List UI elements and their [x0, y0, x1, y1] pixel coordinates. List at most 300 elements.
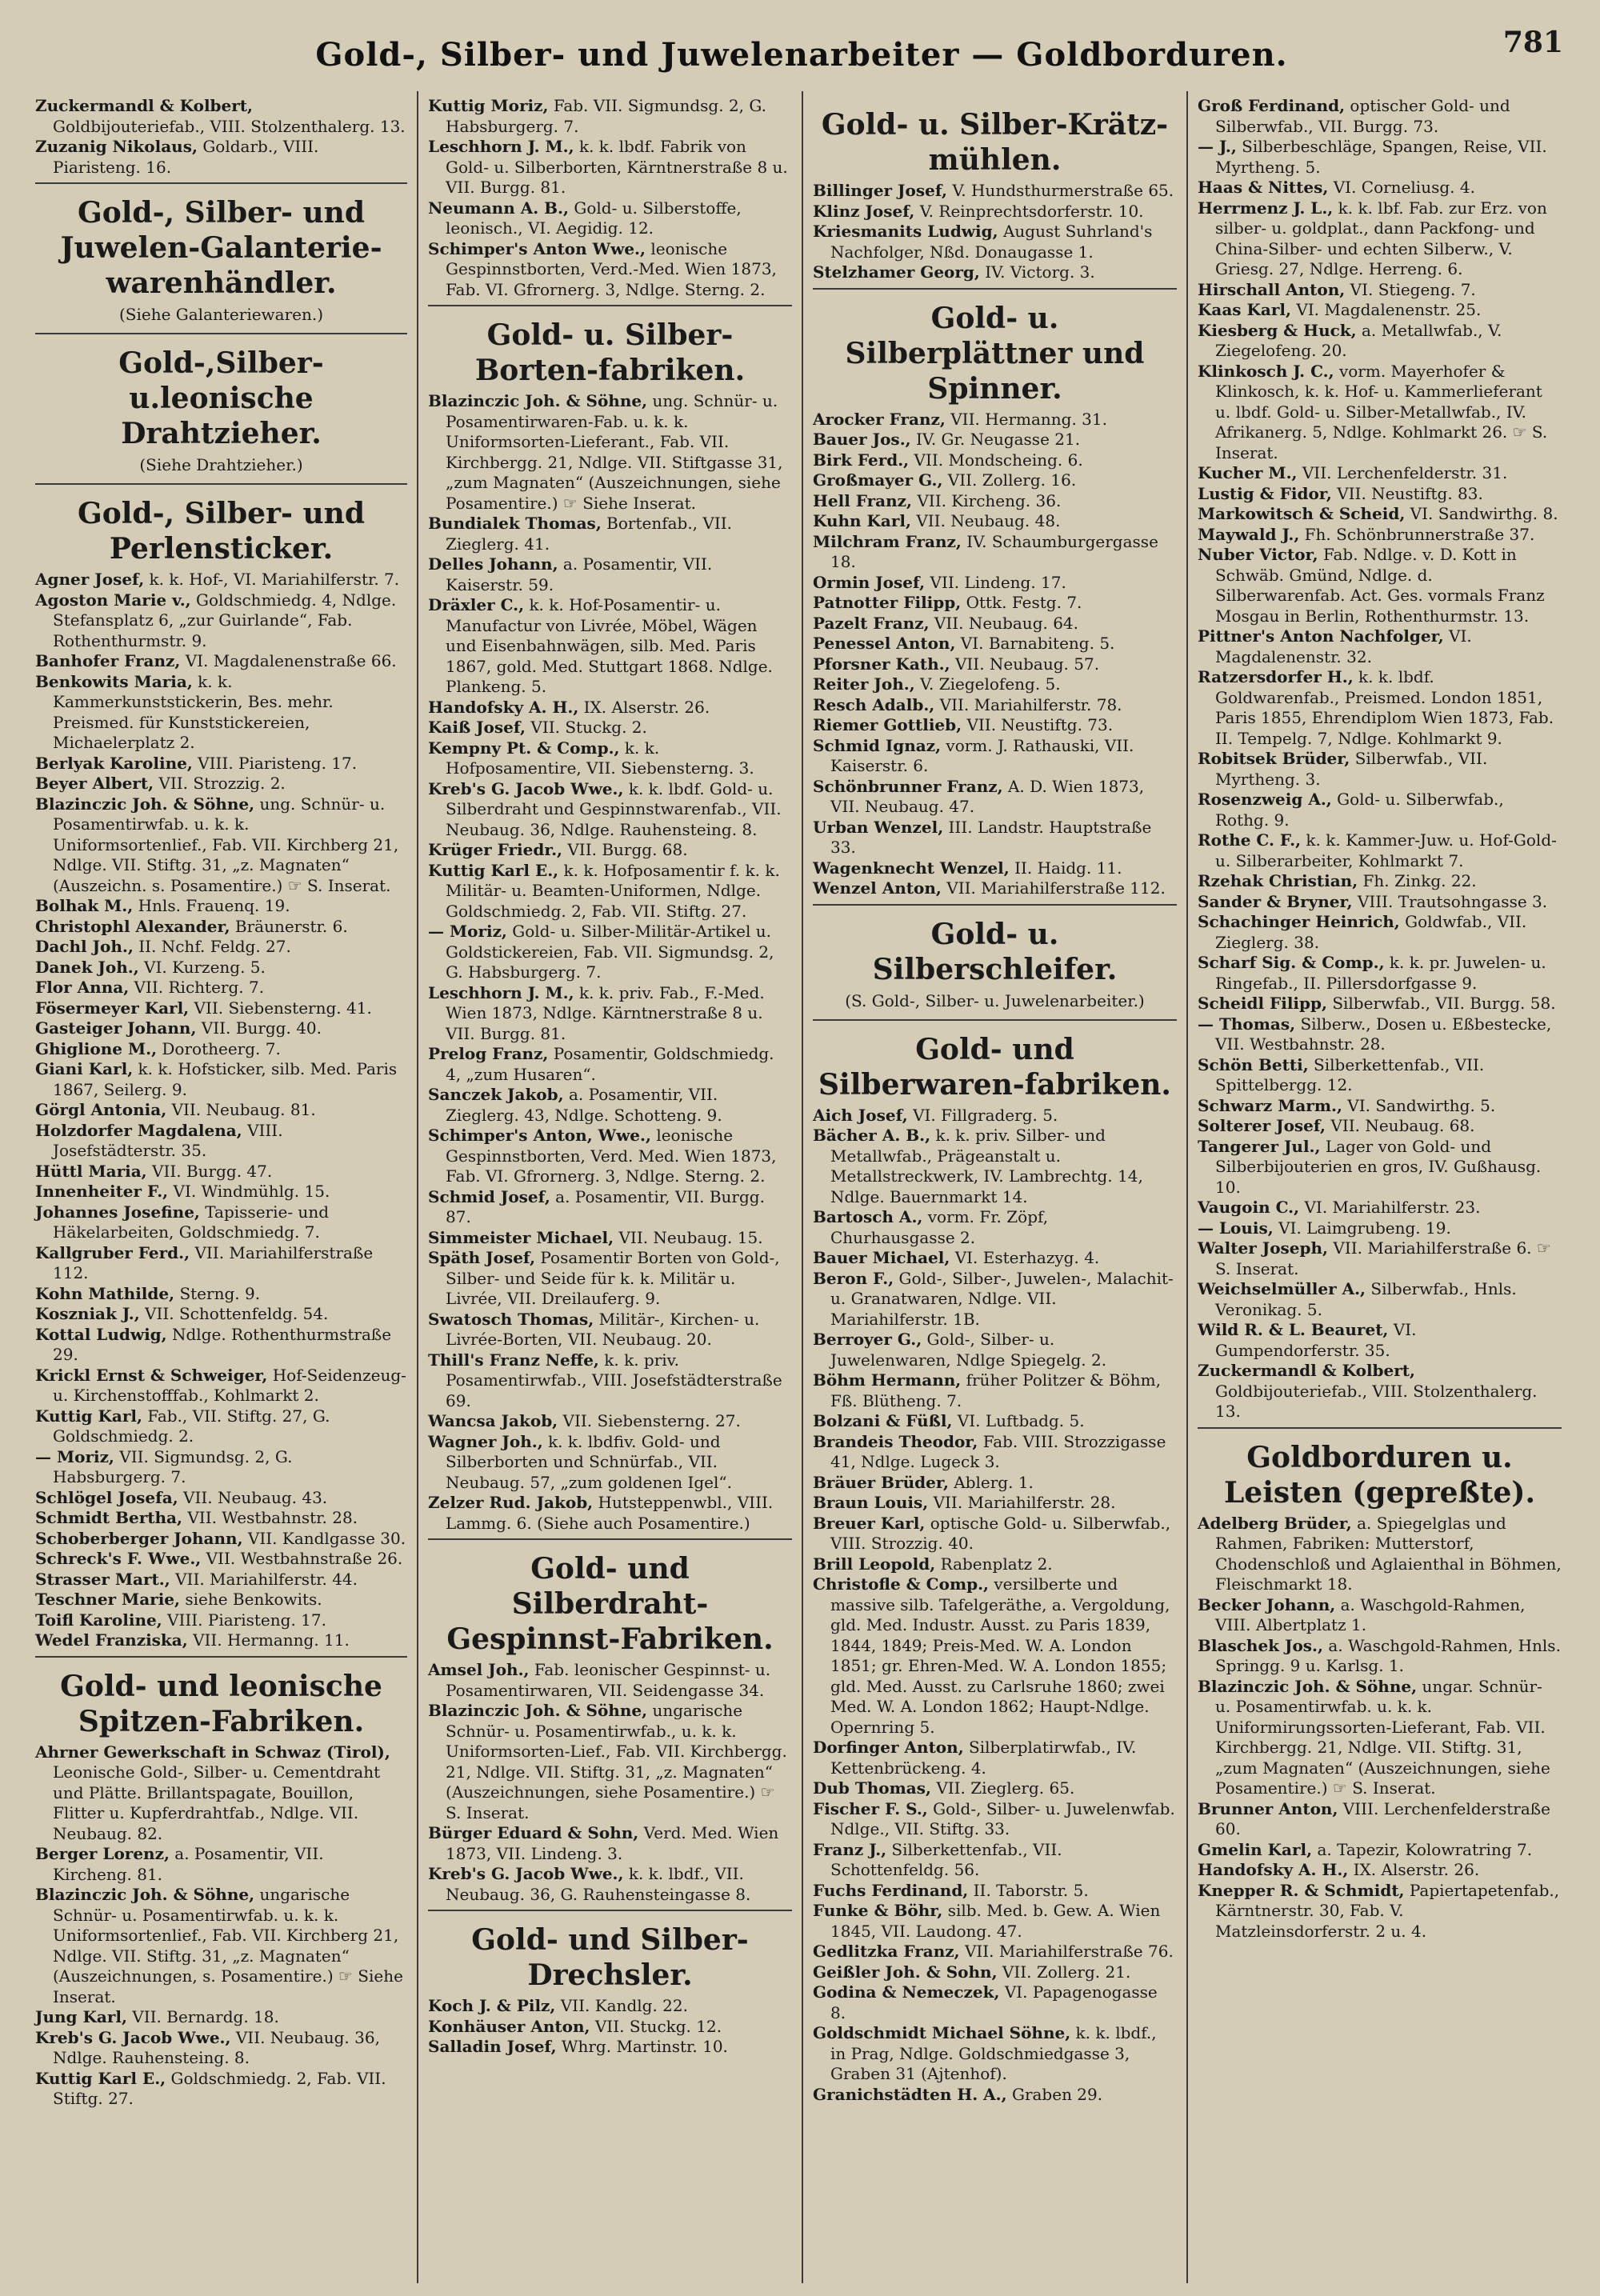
entry-name: Prelog Franz, [428, 1044, 549, 1063]
directory-entry [35, 917, 407, 938]
directory-entry [35, 1508, 407, 1529]
directory-entry [35, 1100, 407, 1121]
directory-entry [813, 1473, 1177, 1494]
entry-name: Bauer Michael, [813, 1248, 950, 1267]
entry-name: Krüger Friedr., [428, 840, 562, 859]
section-heading: Gold-,Silber-u.leonische Drahtzieher. [118, 346, 324, 450]
directory-entry [428, 1411, 792, 1432]
directory-entry [813, 573, 1177, 594]
entry-details: VII. Zollerg. 16. [947, 470, 1077, 490]
entry-details: VI. Gumpendorferstr. 35. [1215, 1320, 1417, 1360]
entry-name: Gmelin Karl, [1198, 1839, 1313, 1859]
entry-details: Silberbeschläge, Spangen, Reise, VII. Myrtheng. 5. [1215, 137, 1547, 177]
entry-name: Schmidt Bertha, [35, 1508, 182, 1527]
directory-entry [428, 514, 792, 554]
entry-details: silb. Med. b. Gew. A. Wien 1845, VII. Laudong. 47. [830, 1901, 1161, 1941]
directory-entry [1198, 137, 1562, 178]
entry-details: a. Spiegelglas und Rahmen, Fabriken: Mutterstorf, Chodenschloß und Aglaienthal in Böhmen, Fleischmarkt 18. [1215, 1513, 1562, 1594]
entry-name: Kempny Pt. & Comp., [428, 738, 620, 758]
directory-entry [428, 1085, 792, 1126]
section-heading: Gold- und leonische Spitzen-Fabriken. [60, 1669, 382, 1738]
entry-details: II. Haidg. 11. [1014, 858, 1122, 878]
entry-details: Goldwfab., VII. Zieglerg. 38. [1215, 912, 1527, 952]
entry-details: Silberplatirwfab., IV. Kettenbrückeng. 4. [830, 1738, 1137, 1778]
directory-entry [813, 1207, 1177, 1248]
entry-name: Goldschmidt Michael Söhne, [813, 2023, 1071, 2042]
entry-details: Lager von Gold- und Silberbijouterien en gros, IV. Gußhausg. 10. [1215, 1136, 1542, 1197]
directory-entry [813, 491, 1177, 512]
directory-entry [813, 1269, 1177, 1330]
entry-name: Bauer Jos., [813, 430, 911, 449]
directory-entry [428, 2037, 792, 2058]
directory-entry [813, 818, 1177, 858]
entry-name: Schreck's F. Wwe., [35, 1549, 202, 1568]
section-divider [428, 305, 792, 306]
section-heading: Gold- und Silberwaren-fabriken. [818, 1032, 1171, 1102]
entry-details: k. k. lbf. Fab. zur Erz. von silber- u. goldplat., dann Packfong- und China-Silber- und echten Silberw., V. Griesg. 27, Ndlge. Herreng. 6. [1215, 198, 1547, 278]
entry-details: VIII. Trautsohngasse 3. [1357, 891, 1548, 911]
directory-entry [813, 222, 1177, 262]
entry-details: VII. Neubaug. 48. [916, 511, 1061, 530]
directory-entry [813, 1126, 1177, 1207]
entry-details: ungarische Schnür- u. Posamentirwfab. u. k. k. Uniformsortenlief., Fab. VII. Kirchberg 21, Ndlge. VII. Stiftg. 31, „z. Magnaten“ (Auszeichnungen, s. Posamentire.) ☞ Siehe Inserat. [53, 1885, 403, 2006]
directory-entry [428, 554, 792, 595]
entry-name: Adelberg Brüder, [1198, 1513, 1352, 1533]
directory-entry [35, 1590, 407, 1610]
entry-name: Leschhorn J. M., [428, 982, 574, 1002]
directory-entry [35, 1059, 407, 1100]
directory-entry [813, 181, 1177, 202]
entry-name: Blazinczic Joh. & Söhne, [428, 1701, 648, 1720]
entry-name: Klinz Josef, [813, 201, 915, 221]
entry-name: — Moriz, [428, 922, 507, 941]
entry-details: VI. Esterhazyg. 4. [954, 1248, 1100, 1267]
entry-details: Gold- u. Silberstoffe, leonisch., VI. Aegidig. 12. [446, 198, 742, 238]
entry-name: Penessel Anton, [813, 634, 956, 653]
entry-details: leonische Gespinnstborten, Verd. Med. Wien 1873, Fab. VI. Gfrornerg. 3, Ndlge. Sterng. 2. [446, 1126, 777, 1186]
directory-entry [1198, 790, 1562, 830]
entry-details: VII. Mariahilferstr. 28. [933, 1493, 1116, 1512]
entry-name: Kaas Karl, [1198, 300, 1291, 319]
entry-name: Dachl Joh., [35, 937, 134, 956]
directory-entry [1198, 912, 1562, 953]
directory-entry [1198, 1881, 1562, 1942]
directory-entry [813, 410, 1177, 430]
entry-name: Berroyer G., [813, 1330, 922, 1349]
column-2 [417, 91, 802, 2283]
directory-entry [35, 672, 407, 754]
directory-entry [813, 1248, 1177, 1269]
entry-details: VII. Zieglerg. 65. [936, 1778, 1075, 1798]
entry-details: VIII. Josefstädterstr. 35. [53, 1120, 283, 1160]
entry-details: VI. Fillgraderg. 5. [913, 1105, 1058, 1125]
entry-name: Knepper R. & Schmidt, [1198, 1880, 1405, 1900]
entry-name: Giani Karl, [35, 1059, 134, 1078]
entry-name: Kuttig Karl E., [428, 860, 559, 880]
entry-details: III. Landstr. Hauptstraße 33. [830, 817, 1152, 857]
entry-details: k. k. lbdf. Gold- u. Silberdraht und Gespinnstwarenfab., VII. Neubaug. 36, Ndlge. Rauhensteing. 8. [446, 778, 782, 839]
entry-details: August Suhrland's Nachfolger, Nßd. Donaugasse 1. [830, 222, 1153, 262]
entry-details: VII. Bernardg. 18. [132, 2007, 279, 2026]
entry-details: k. k. priv. Silber- und Metallwfab., Prägeanstalt u. Metallstreckwerk, IV. Lambrechtg. 14, Ndlge. Bauernmarkt 14. [830, 1126, 1143, 1206]
directory-entry [35, 1529, 407, 1550]
directory-entry [1198, 504, 1562, 525]
entry-details: Whrg. Martinstr. 10. [561, 2037, 728, 2056]
entry-name: Dräxler C., [428, 595, 525, 614]
entry-details: Gold- u. Silber-Militär-Artikel u. Goldstickereien, Fab. VII. Sigmundsg. 2, G. Habsburgerg. 7. [446, 922, 774, 982]
directory-entry [35, 137, 407, 178]
entry-name: Kreb's G. Jacob Wwe., [35, 2027, 231, 2047]
entry-details: VII. Mariahilferstraße 112. [946, 878, 1166, 898]
section-divider [1198, 1427, 1562, 1429]
entry-name: Wenzel Anton, [813, 878, 942, 898]
entry-details: k. k. Hof-, VI. Mariahilferstr. 7. [149, 570, 400, 589]
entry-details: VII. Zollerg. 21. [1002, 1962, 1131, 1982]
directory-entry [35, 1284, 407, 1305]
entry-name: Weichselmüller A., [1198, 1279, 1366, 1298]
directory-entry [1198, 362, 1562, 464]
directory-entry [428, 137, 792, 198]
entry-details: leonische Gespinnstborten, Verd.-Med. Wien 1873, Fab. VI. Gfrornerg. 3, Ndlge. Sterng. 2. [446, 238, 777, 299]
directory-entry [428, 1701, 792, 1823]
directory-entry [1198, 484, 1562, 505]
entry-details: A. D. Wien 1873, VII. Neubaug. 47. [830, 776, 1145, 816]
directory-entry [1198, 994, 1562, 1014]
entry-details: VII. Mariahilferstraße 76. [964, 1942, 1174, 1961]
section-heading: Gold- u. Silber-Borten-fabriken. [474, 318, 746, 387]
entry-name: — Thomas, [1198, 1014, 1296, 1034]
directory-entry [428, 1493, 792, 1534]
directory-entry [35, 1325, 407, 1366]
entry-details: Tapisserie- und Häkelarbeiten, Goldschmiedg. 7. [53, 1202, 329, 1242]
directory-entry [1198, 96, 1562, 137]
entry-details: k. k. Kammer-Juw. u. Hof-Gold- u. Silberarbeiter, Kohlmarkt 7. [1215, 830, 1557, 870]
entry-name: Johannes Josefine, [35, 1202, 200, 1222]
entry-details: Dorotheerg. 7. [162, 1038, 281, 1058]
directory-entry [35, 1549, 407, 1570]
entry-details: VIII. Lerchenfelderstraße 60. [1215, 1798, 1550, 1838]
directory-entry [1198, 1137, 1562, 1198]
entry-name: Schimper's Anton Wwe., [428, 238, 646, 258]
entry-details: k. k. pr. Juwelen- u. Ringefab., II. Pillersdorfgasse 9. [1215, 953, 1546, 993]
entry-details: VII. Stuckg. 2. [530, 718, 647, 737]
entry-details: VI. Papagenogasse 8. [830, 1982, 1158, 2022]
columns [32, 91, 1571, 2283]
directory-entry [1198, 1279, 1562, 1320]
entry-name: Wagenknecht Wenzel, [813, 858, 1010, 878]
entry-details: k. k. lbdfiv. Gold- und Silberborten und Schnürfab., VII. Neubaug. 57, „zum goldenen Igel“. [446, 1431, 732, 1492]
directory-entry [35, 1366, 407, 1406]
entry-name: Innenheiter F., [35, 1182, 169, 1201]
entry-details: Militär-, Kirchen- u. Livrée-Borten, VII. Neubaug. 20. [446, 1309, 760, 1349]
entry-details: siehe Benkowits. [185, 1590, 322, 1609]
directory-entry [813, 614, 1177, 634]
entry-details: Fab. leonischer Gespinnst- u. Posamentirwaren, VII. Seidengasse 34. [446, 1660, 771, 1700]
entry-name: Kallgruber Ferd., [35, 1242, 190, 1262]
entry-details: VII. Hermanng. 11. [193, 1630, 350, 1650]
entry-name: Fuchs Ferdinand, [813, 1880, 969, 1900]
entry-name: Vaugoin C., [1198, 1198, 1300, 1217]
entry-name: Amsel Joh., [428, 1660, 530, 1679]
directory-entry [35, 978, 407, 998]
entry-details: Leonische Gold-, Silber- u. Cementdraht und Plätte. Brillantspagate, Bouillon, Flitter u. Kupferdrahtfab., Ndlge. VII. Neubaug. 82. [53, 1762, 381, 1843]
directory-entry [35, 1018, 407, 1039]
entry-name: Gasteiger Johann, [35, 1018, 197, 1038]
directory-entry [813, 1514, 1177, 1554]
entry-name: Koszniak J., [35, 1304, 140, 1323]
entry-name: Bundialek Thomas, [428, 514, 602, 533]
entry-details: VII. Mariahilferstr. 44. [175, 1569, 358, 1589]
entry-details: Goldschmiedg. 2, Fab. VII. Stiftg. 27. [53, 2068, 386, 2108]
directory-entry [35, 1162, 407, 1182]
entry-name: Kuttig Karl, [35, 1406, 142, 1426]
directory-entry [35, 896, 407, 917]
entry-details: k. k. Hofposamentire, VII. Siebensterng. 3. [446, 738, 754, 778]
entry-name: Sanczek Jakob, [428, 1085, 564, 1104]
entry-name: Maywald J., [1198, 524, 1300, 544]
directory-entry [813, 470, 1177, 491]
directory-entry [1198, 463, 1562, 484]
directory-entry [35, 1630, 407, 1651]
entry-name: Ghiglione M., [35, 1038, 158, 1058]
entry-details: VII. Westbahnstraße 26. [206, 1549, 403, 1568]
entry-details: VII. Burgg. 47. [152, 1161, 273, 1181]
directory-entry [813, 1738, 1177, 1778]
entry-name: Bartosch A., [813, 1207, 923, 1226]
entry-details: VII. Kandlg. 22. [560, 1996, 688, 2015]
directory-entry [813, 1554, 1177, 1575]
entry-details: VII. Siebensterng. 41. [194, 998, 372, 1018]
directory-entry [35, 958, 407, 978]
directory-entry [35, 1885, 407, 2007]
directory-entry [428, 1228, 792, 1249]
directory-entry [1198, 1361, 1562, 1422]
entry-name: Gedlitzka Franz, [813, 1942, 960, 1961]
section-heading: Gold- u. Silber-Krätz-mühlen. [821, 108, 1169, 177]
entry-details: II. Nchf. Feldg. 27. [138, 937, 291, 956]
entry-name: Schmid Ignaz, [813, 735, 942, 755]
directory-entry [1198, 1595, 1562, 1636]
section-divider [813, 1019, 1177, 1021]
entry-details: k. k. Kammerkunststickerin, Bes. mehr. Preismed. für Kunststickereien, Michaelerplatz 2. [53, 671, 334, 752]
entry-details: Posamentir Borten von Gold-, Silber- und Seide für k. k. Militär u. Livrée, VII. Dreilauferg. 9. [446, 1248, 780, 1308]
entry-name: Brandeis Theodor, [813, 1431, 978, 1451]
entry-details: Goldschmiedg. 4, Ndlge. Stefansplatz 6, „zur Guirlande“, Fab. Rothenthurmstr. 9. [53, 590, 397, 650]
entry-name: Blazinczic Joh. & Söhne, [428, 391, 648, 410]
directory-entry [428, 698, 792, 718]
entry-name: Holzdorfer Magdalena, [35, 1120, 242, 1140]
entry-name: Brill Leopold, [813, 1554, 936, 1574]
directory-entry [813, 1370, 1177, 1411]
entry-details: VI. Kurzeng. 5. [144, 957, 266, 977]
entry-details: Fab., VII. Stiftg. 27, G. Goldschmiedg. 2. [53, 1406, 330, 1446]
entry-details: VIII. Piaristeng. 17. [198, 753, 358, 773]
entry-details: VII. Neubaug. 64. [934, 613, 1079, 633]
entry-details: V. Reinprechtsdorferstr. 10. [919, 201, 1144, 221]
directory-entry [813, 532, 1177, 573]
directory-entry [428, 779, 792, 841]
entry-name: Kucher M., [1198, 463, 1298, 482]
entry-name: Kiesberg & Huck, [1198, 320, 1357, 340]
directory-entry [1198, 545, 1562, 626]
entry-details: k. k. Hof-Posamentir- u. Manufactur von Livrée, Möbel, Wägen und Eisenbahnwägen, silb. Med. Paris 1867, gold. Med. Stuttgart 1868. Ndlge. Plankeng. 5. [446, 595, 773, 696]
directory-entry [428, 595, 792, 698]
entry-name: Godina & Nemeczek, [813, 1982, 1000, 2002]
entry-details: a. Posamentir, VII. Zieglerg. 43, Ndlge. Schotteng. 9. [446, 1085, 722, 1125]
entry-name: Swatosch Thomas, [428, 1309, 594, 1329]
running-head: Gold-, Silber- und Juwelenarbeiter — Goldborduren. [315, 35, 1288, 74]
entry-name: Tangerer Jul., [1198, 1136, 1321, 1156]
directory-entry [428, 983, 792, 1045]
entry-name: Reiter Joh., [813, 674, 915, 694]
directory-entry [35, 2007, 407, 2028]
section-divider [35, 1656, 407, 1658]
entry-details: VI. Corneliusg. 4. [1333, 178, 1475, 197]
entry-details: versilberte und massive silb. Tafelgeräthe, a. Vergoldung, gld. Med. Industr. Ausst. zu Paris 1839, 1844, 1849; Preis-Med. W. A. London 1851; gr. Ehren-Med. W. A. London 1855; gld. Med. Ausst. zu Carlsruhe 1860; zwei Med. W. A. London 1862; Haupt-Ndlge. Opernring 5. [830, 1574, 1170, 1737]
entry-name: Banhofer Franz, [35, 651, 181, 670]
directory-entry [428, 840, 792, 861]
entry-name: Bächer A. B., [813, 1126, 931, 1145]
section-divider [428, 1910, 792, 1911]
entry-name: Berger Lorenz, [35, 1844, 170, 1863]
section-heading: Gold-, Silber- und Perlensticker. [78, 497, 365, 566]
entry-name: Zuckermandl & Kolbert, [1198, 1361, 1415, 1380]
entry-name: Walter Joseph, [1198, 1238, 1329, 1258]
entry-name: Scheidl Filipp, [1198, 994, 1327, 1013]
cross-reference-note: (S. Gold-, Silber- u. Juwelenarbeiter.) [845, 990, 1145, 1010]
directory-entry [428, 391, 792, 514]
entry-name: Patnotter Filipp, [813, 593, 962, 612]
directory-entry [813, 1982, 1177, 2023]
entry-details: ungar. Schnür- u. Posamentirwfab. u. k. k. Uniformirungssorten-Lieferant, Fab. VII. Kirchbergg. 21, Ndlge. VII. Stiftg. 31, „zum Magnaten“ (Auszeichnungen, siehe Posamentire.) ☞ S. Inserat. [1215, 1676, 1550, 1798]
entry-name: Salladin Josef, [428, 2037, 557, 2056]
entry-name: Kreb's G. Jacob Wwe., [428, 1864, 624, 1883]
directory-entry [1198, 300, 1562, 321]
directory-entry [813, 1942, 1177, 1962]
entry-name: Wild R. & L. Beauret, [1198, 1320, 1389, 1339]
entry-name: Brunner Anton, [1198, 1798, 1338, 1818]
directory-entry [428, 1248, 792, 1310]
directory-entry [813, 1799, 1177, 1840]
directory-entry [428, 861, 792, 922]
entry-name: Geißler Joh. & Sohn, [813, 1962, 998, 1982]
directory-entry [35, 2069, 407, 2110]
entry-details: VII. Neustiftg. 83. [1337, 483, 1483, 503]
entry-details: k. k. lbdf., in Prag, Ndlge. Goldschmiedgasse 3, Graben 31 (Ajtenhof). [830, 2023, 1157, 2083]
directory-entry [1198, 198, 1562, 280]
entry-details: IV. Schaumburgergasse 18. [830, 531, 1158, 571]
directory-entry [1198, 1514, 1562, 1595]
entry-details: Gold-, Silber- u. Juwelenwaren, Ndlge Spiegelg. 2. [830, 1330, 1107, 1370]
entry-details: VII. Burgg. 68. [567, 840, 688, 859]
entry-name: Schwarz Marm., [1198, 1095, 1342, 1115]
entry-details: Fab. VII. Sigmundsg. 2, G. Habsburgerg. 7. [446, 96, 767, 136]
entry-name: Berlyak Karoline, [35, 753, 193, 773]
entry-name: Fischer F. S., [813, 1798, 928, 1818]
directory-entry [428, 198, 792, 239]
directory-entry [428, 2017, 792, 2038]
entry-details: VI. Magdalenenstraße 66. [185, 651, 397, 670]
entry-details: optischer Gold- und Silberwfab., VII. Burgg. 73. [1215, 96, 1510, 136]
entry-name: Franz J., [813, 1839, 887, 1859]
directory-entry [813, 674, 1177, 695]
directory-entry [1198, 280, 1562, 301]
directory-entry [813, 777, 1177, 818]
entry-name: Ahrner Gewerkschaft in Schwaz (Tirol), [35, 1742, 390, 1762]
entry-name: Dorfinger Anton, [813, 1738, 964, 1757]
entry-details: VII. Mariahilferstr. 78. [939, 694, 1122, 714]
entry-details: Verd. Med. Wien 1873, VII. Lindeng. 3. [446, 1823, 779, 1863]
entry-details: Fab. Ndlge. v. D. Kott in Schwäb. Gmünd, Ndlge. d. Silberwarenfab. Act. Ges. vormals Franz Mosgau in Berlin, Rothenthurmstr. 13. [1215, 545, 1545, 626]
directory-entry [35, 1243, 407, 1284]
section-divider [428, 1538, 792, 1540]
entry-name: Danek Joh., [35, 957, 139, 977]
directory-entry [1198, 1636, 1562, 1677]
directory-entry [428, 1864, 792, 1905]
entry-details: VI. Magdalenenstr. 32. [1215, 626, 1472, 666]
directory-entry [813, 1574, 1177, 1738]
directory-entry [35, 1121, 407, 1162]
directory-entry [428, 1996, 792, 2017]
entry-details: VIII. Piaristeng. 17. [167, 1610, 326, 1630]
entry-details: a. Posamentir, VII. Kaiserstr. 59. [446, 554, 713, 594]
entry-name: Breuer Karl, [813, 1513, 926, 1533]
entry-details: Ndlge. Rothenthurmstraße 29. [53, 1324, 392, 1364]
directory-entry [428, 1126, 792, 1187]
entry-name: Lustig & Fidor, [1198, 483, 1332, 503]
entry-name: Wagner Joh., [428, 1431, 543, 1451]
directory-entry [1198, 1096, 1562, 1117]
entry-name: Sander & Bryner, [1198, 891, 1353, 911]
section-divider [813, 288, 1177, 290]
entry-details: Silberwfab., VII. Burgg. 58. [1332, 994, 1556, 1013]
entry-name: Blazinczic Joh. & Söhne, [35, 794, 255, 814]
entry-details: Bräunerstr. 6. [234, 916, 348, 936]
entry-name: Ormin Josef, [813, 572, 926, 592]
directory-entry [35, 1039, 407, 1060]
entry-name: Blazinczic Joh. & Söhne, [35, 1885, 255, 1904]
entry-name: Böhm Hermann, [813, 1370, 962, 1390]
entry-name: Görgl Antonia, [35, 1100, 167, 1119]
directory-entry [813, 1330, 1177, 1370]
directory-entry [813, 858, 1177, 879]
entry-details: VII. Strozzig. 2. [158, 774, 286, 793]
entry-name: — Louis, [1198, 1218, 1274, 1238]
entry-details: Fh. Schönbrunnerstraße 37. [1304, 524, 1535, 544]
entry-name: Funke & Böhr, [813, 1901, 943, 1920]
entry-details: VII. Lerchenfelderstr. 31. [1302, 463, 1508, 482]
entry-name: Nuber Victor, [1198, 545, 1318, 564]
entry-details: VII. Neubaug. 43. [183, 1487, 328, 1507]
directory-entry [1198, 1320, 1562, 1361]
entry-details: Silberkettenfab., VII. Spittelbergg. 12. [1215, 1054, 1485, 1094]
directory-entry [813, 2085, 1177, 2106]
entry-name: Milchram Franz, [813, 531, 962, 551]
page-number: 781 [1502, 26, 1563, 59]
directory-entry [813, 1432, 1177, 1473]
entry-details: Silberkettenfab., VII. Schottenfeldg. 56. [830, 1839, 1062, 1879]
entry-details: VI. Sandwirthg. 8. [1410, 504, 1558, 523]
entry-name: Haas & Nittes, [1198, 178, 1329, 197]
entry-name: Simmeister Michael, [428, 1227, 614, 1247]
directory-entry [35, 1304, 407, 1325]
directory-entry [428, 1310, 792, 1350]
entry-details: Gold-, Silber- u. Juwelenwfab. Ndlge., VII. Stiftg. 33. [830, 1798, 1175, 1838]
entry-details: Silberwfab., Hnls. Veronikag. 5. [1215, 1279, 1517, 1319]
entry-name: Solterer Josef, [1198, 1116, 1326, 1135]
directory-entry [813, 1106, 1177, 1126]
entry-name: Riemer Gottlieb, [813, 715, 962, 734]
